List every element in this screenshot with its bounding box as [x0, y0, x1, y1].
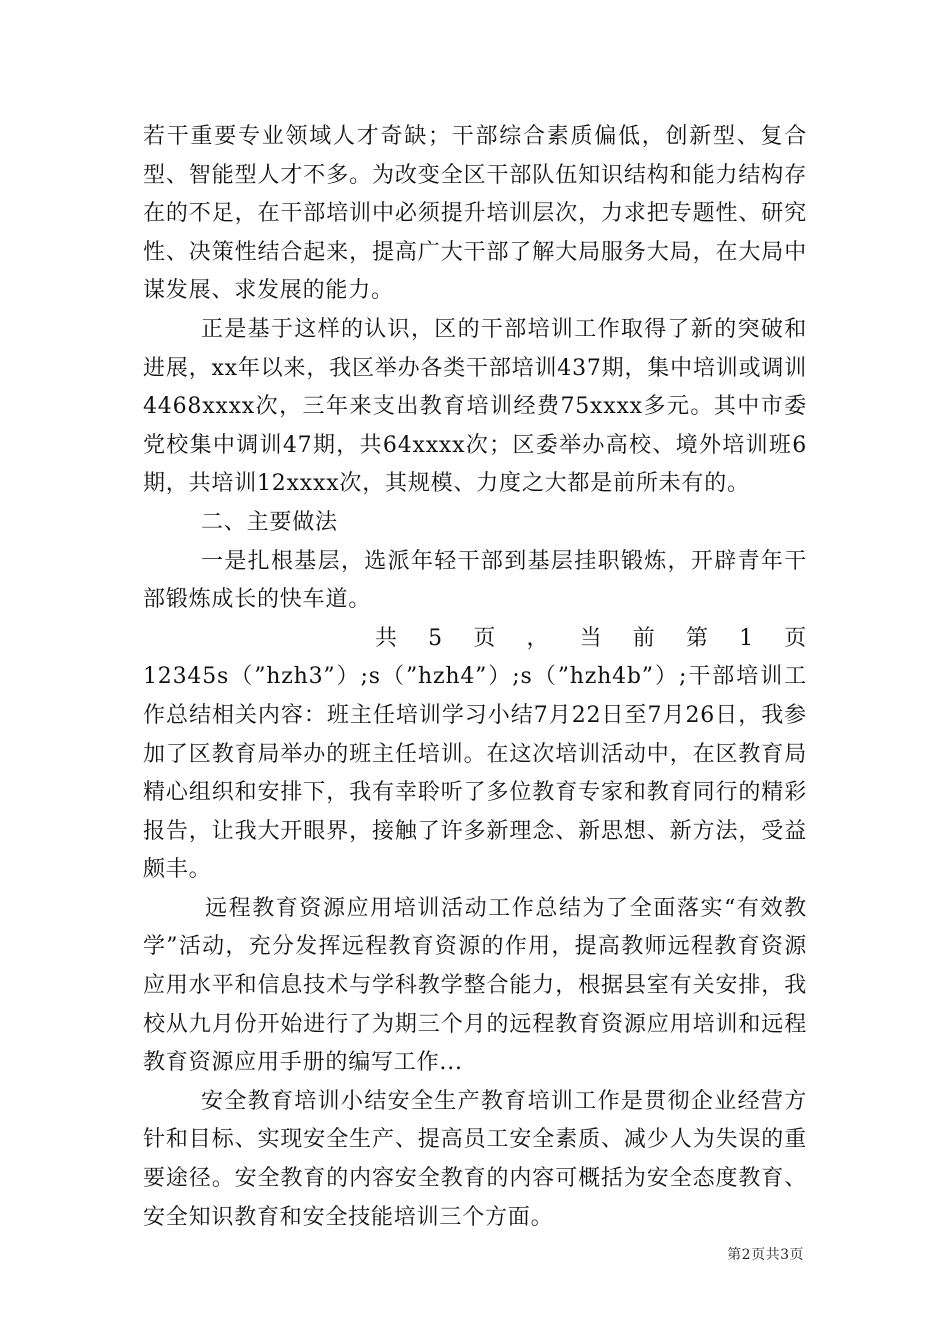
paragraph-talent-shortage: 若干重要专业领域人才奇缺；干部综合素质偏低，创新型、复合型、智能型人才不多。为改变全区干部队伍知识结构和能力结构存在的不足，在干部培训中必须提升培训层次，力求把专题性、研究性、决策性结合起来，提高广大干部了解大局服务大局，在大局中谋发展、求发展的能力。	[143, 124, 807, 304]
paragraph-safety-training: 安全教育培训小结安全生产教育培训工作是贯彻企业经营方针和目标、实现安全生产、提高员工安全素质、减少人为失误的重要途径。安全教育的内容安全教育的内容可概括为安全态度教育、安全知识教育和安全技能培训三个方面。	[143, 1088, 807, 1230]
page-count-char: 前	[632, 625, 656, 651]
paragraph-grassroots: 一是扎根基层，选派年轻干部到基层挂职锻炼，开辟青年干部锻炼成长的快车道。	[143, 548, 807, 613]
page-count-char: 页	[473, 625, 497, 651]
page-count-char: 第	[685, 625, 709, 651]
page-count-char: 1	[739, 625, 754, 651]
page-count-char: 共	[375, 625, 398, 651]
paragraph-head-teacher-training: 12345s（”hzh3”）;s（”hzh4”）;s（”hzh4b”）;干部培训工作总结相关内容：班主任培训学习小结7月22日至7月26日，我参加了区教育局举办的班主任培训。在这次培训活动中，在区教育局精心组织和安排下，我有幸聆听了多位教育专家和教育同行的精彩报告，让我大开眼界，接触了许多新理念、新思想、新方法，受益颇丰。	[143, 664, 807, 883]
section-heading-main-practices: 二、主要做法	[201, 509, 338, 535]
page-count-char: 页	[784, 625, 808, 651]
page-count-char: 当	[579, 625, 603, 651]
page-count-char: 5	[428, 625, 443, 651]
document-body	[143, 118, 807, 1237]
page-count-char: ，	[526, 625, 550, 651]
paragraph-training-results: 正是基于这样的认识，区的干部培训工作取得了新的突破和进展，xx年以来，我区举办各类干部培训437期，集中培训或调训4468xxxx次，三年来支出教育培训经费75xxxx多元。其中市委党校集中调训47期，共64xxxx次；区委举办高校、境外培训班6期，共培训12xxxx次，其规模、力度之大都是前所未有的。	[143, 316, 807, 497]
paragraph-remote-education: 远程教育资源应用培训活动工作总结为了全面落实“有效教学”活动，充分发挥远程教育资源的作用，提高教师远程教育资源应用水平和信息技术与学科教学整合能力，根据县室有关安排，我校从九月份开始进行了为期三个月的远程教育资源应用培训和远程教育资源应用手册的编写工作...	[143, 895, 807, 1076]
page-count-line	[143, 620, 807, 659]
page-footer: 第2页共3页	[727, 1247, 804, 1263]
